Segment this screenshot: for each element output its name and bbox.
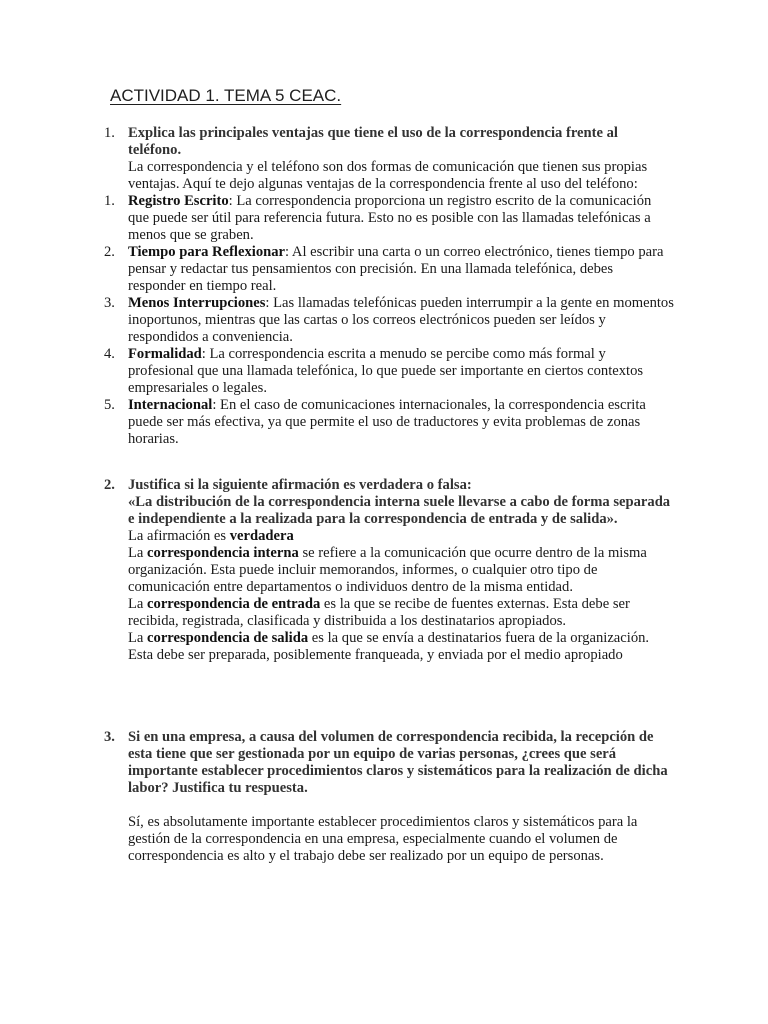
paragraph-prefix: La: [128, 545, 148, 561]
question-3-answer: Sí, es absolutamente importante establecer procedimientos claros y sistemáticos para la gestión de la correspondencia en una empresa, especialmente cuando el volumen de correspondencia es alto y el trabajo debe ser realizado por un equipo de personas.: [128, 814, 638, 864]
question-2-answer: [104, 528, 674, 545]
answer-value: verdadera: [229, 528, 294, 544]
list-item: [104, 346, 674, 397]
list-item-term: Formalidad: [128, 346, 202, 362]
paragraph-text: se refiere a la comunicación que ocurre dentro de la misma organización. Esta puede incluir memorandos, informes, o cualquier otro tipo de comunicación entre departamentos o individuos dentro de la misma entidad.: [128, 545, 647, 595]
paragraph-text: es la que se envía a destinatarios fuera de la organización. Esta debe ser preparada, posiblemente franqueada, y enviada por el medio apropiado: [128, 630, 650, 663]
answer-prefix: La afirmación es: [128, 528, 230, 544]
document-title: ACTIVIDAD 1. TEMA 5 CEAC.: [110, 86, 342, 105]
list-item-term: Internacional: [128, 397, 213, 413]
list-item: [104, 244, 674, 295]
question-1-number: 1.: [104, 125, 115, 141]
question-2-number: 2.: [104, 477, 115, 493]
list-item-text: : La correspondencia escrita a menudo se percibe como más formal y profesional que una llamada telefónica, lo que puede ser importante en ciertos contextos empresariales o legales.: [128, 346, 644, 396]
list-item-number: 3.: [104, 295, 115, 311]
paragraph: [104, 630, 674, 664]
list-item-term: Menos Interrupciones: [128, 295, 266, 311]
list-item: [104, 397, 674, 448]
question-1-block: [104, 125, 674, 448]
list-item-text: : La correspondencia proporciona un registro escrito de la comunicación que puede ser útil para referencia futura. Esto no es posible con las llamadas telefónicas a menos que se graben.: [128, 193, 652, 243]
list-item-number: 4.: [104, 346, 115, 362]
list-item: [104, 193, 674, 244]
paragraph-prefix: La: [128, 630, 148, 646]
question-1-intro: La correspondencia y el teléfono son dos formas de comunicación que tienen sus propias ventajas. Aquí te dejo algunas ventajas de la correspondencia frente al uso del teléfono:: [128, 159, 648, 192]
paragraph: [104, 545, 674, 596]
paragraph-term: correspondencia de salida: [147, 630, 309, 646]
list-item-term: Tiempo para Reflexionar: [128, 244, 286, 260]
list-item-number: 5.: [104, 397, 115, 413]
paragraph: [104, 596, 674, 630]
question-3-number: 3.: [104, 729, 115, 745]
list-item: [104, 295, 674, 346]
question-3-block: [104, 729, 674, 865]
list-item-text: : Al escribir una carta o un correo electrónico, tienes tiempo para pensar y redactar tus pensamientos con precisión. En una llamada telefónica, debes responder en tiempo real.: [128, 244, 664, 294]
question-2-block: [104, 477, 674, 664]
paragraph-text: es la que se recibe de fuentes externas. Esta debe ser recibida, registrada, clasificada y distribuida a los destinatarios apropiados.: [128, 596, 630, 629]
question-2-quote: «La distribución de la correspondencia interna suele llevarse a cabo de forma separada e independiente a la realizada para la correspondencia de entrada y de salida».: [128, 494, 671, 527]
list-item-text: : Las llamadas telefónicas pueden interrumpir a la gente en momentos inoportunos, mientras que las cartas o los correos electrónicos pueden ser leídos y respondidos a conveniencia.: [128, 295, 674, 345]
paragraph-term: correspondencia de entrada: [147, 596, 321, 612]
question-3-text: Si en una empresa, a causa del volumen de correspondencia recibida, la recepción de esta tiene que ser gestionada por un equipo de varias personas, ¿crees que será importante establecer procedimientos claros y sistemáticos para la realización de dicha labor? Justifica tu respuesta.: [128, 729, 668, 796]
paragraph-term: correspondencia interna: [147, 545, 299, 561]
list-item-number: 2.: [104, 244, 115, 260]
list-item-number: 1.: [104, 193, 115, 209]
question-1-text: Explica las principales ventajas que tiene el uso de la correspondencia frente al teléfono.: [128, 125, 618, 158]
list-item-text: : En el caso de comunicaciones internacionales, la correspondencia escrita puede ser más efectiva, ya que permite el uso de traductores y evita problemas de zonas horarias.: [128, 397, 646, 447]
paragraph-prefix: La: [128, 596, 148, 612]
list-item-term: Registro Escrito: [128, 193, 229, 209]
question-2-text: Justifica si la siguiente afirmación es verdadera o falsa:: [128, 477, 472, 493]
